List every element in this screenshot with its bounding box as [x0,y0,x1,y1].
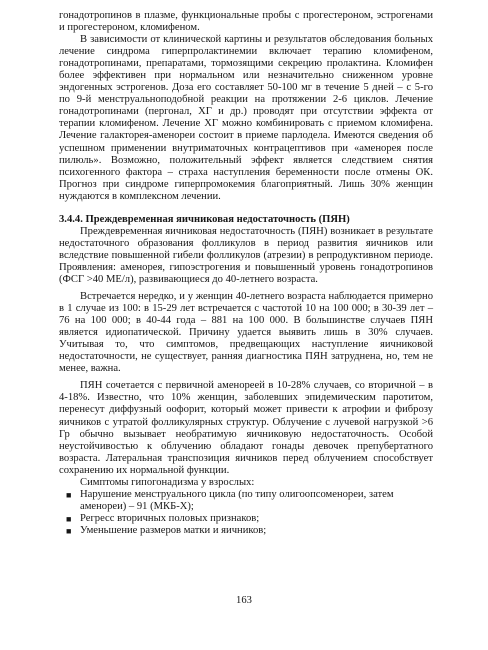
list-item [59,513,433,525]
list-item-text: Уменьшение размеров матки и яичников; [80,524,267,536]
section-heading: 3.4.4. Преждевременная яичниковая недостаточность (ПЯН) [59,213,350,225]
bullet-icon: ■ [66,513,72,524]
symptoms-heading: Симптомы гипогонадизма у взрослых: [80,476,255,488]
list-item [59,489,433,513]
paragraph-definition: Преждевременная яичниковая недостаточность (ПЯН) возникает в результате недостаточного образования фолликулов в период развития яичников или вследствие повышенной гибели фолликулов (атрезии) в репродуктивном периоде. Проявления: аменорея, гипоэстрогения и повышенный уровень гонадотропинов (ФСГ >40 МЕ/л), развивающиеся до 40-летнего возраста. [59,225,433,285]
list-item-text: Регресс вторичных половых признаков; [80,512,260,524]
paragraph-continued: гонадотропинов в плазме, функциональные пробы с прогестероном, эстрогенами и прогестероном, кломифеном. [59,10,433,34]
list-item [59,525,433,537]
paragraph-treatment: В зависимости от клинической картины и результатов обследования больных лечение синдрома гиперпролактинемии включает терапию кломифеном, гонадотропинами, препаратами, тормозящими секрецию пролактина. Кломифен более эффективен при нормальном или незначительно сниженном уровне эндогенных эстрогенов. Доза его составляет 50-100 мг в течение 5 дней – с 5-го по 9-й менструальноподобной реакции на протяжении 2-6 циклов. Лечение гонадотропинами (пергонал, ХГ и др.) проводят при отсутствии эффекта от терапии кломифеном. Лечение ХГ можно комбинировать с приемом кломифена. Лечение галакторея-аменореи состоит в приеме парлодела. Имеются сведения об успешном применении внутриматочных контрацептивов при «аменорея после пилюль». Возможно, положительный эффект является следствием снятия психогенного фактора – страха наступления беременности после отмены ОК. Прогноз при синдроме гиперпромокемия благоприятный. Лишь 30% женщин нуждаются в комплексном лечении. [59,34,433,202]
bullet-icon: ■ [66,489,72,500]
paragraph-etiology: ПЯН сочетается с первичной аменореей в 10-28% случаев, со вторичной – в 4-18%. Известно, что 10% женщин, заболевших эпидемическим паротитом, перенесут диффузный оофорит, который может привести к атрофии и фиброзу яичников с утратой фолликулярных структур. Облучение с лучевой нагрузкой >6 Гр обычно вызывает необратимую яичниковую недостаточность. Особой неустойчивостью к облучению обладают гонады девочек препубертатного возраста. Латеральная транспозиция яичников перед облучением способствует сохранению их нормальной функции. [59,380,433,476]
symptoms-list [59,489,433,537]
paragraph-frequency: Встречается нередко, и у женщин 40-летнего возраста наблюдается примерно в 1 случае из 100: в 15-29 лет встречается с частотой 10 на 100 000; в 30-39 лет – 76 на 100 000; в 40-44 года – 881 на 100 000. В большинстве случаев ПЯН является идиопатической. Причину удается выявить лишь в 30% случаев. Учитывая то, что симптомов, предвещающих наступление яичниковой недостаточности, не существует, ранняя диагностика ПЯН затруднена, но, тем не менее, важна. [59,291,433,375]
list-item-text: Нарушение менструального цикла (по типу олигоопсоменореи, затем аменореи) – 91 (МКБ-X); [80,488,394,512]
page-number: 163 [236,595,252,606]
bullet-icon: ■ [66,525,72,536]
page-text [59,10,433,537]
